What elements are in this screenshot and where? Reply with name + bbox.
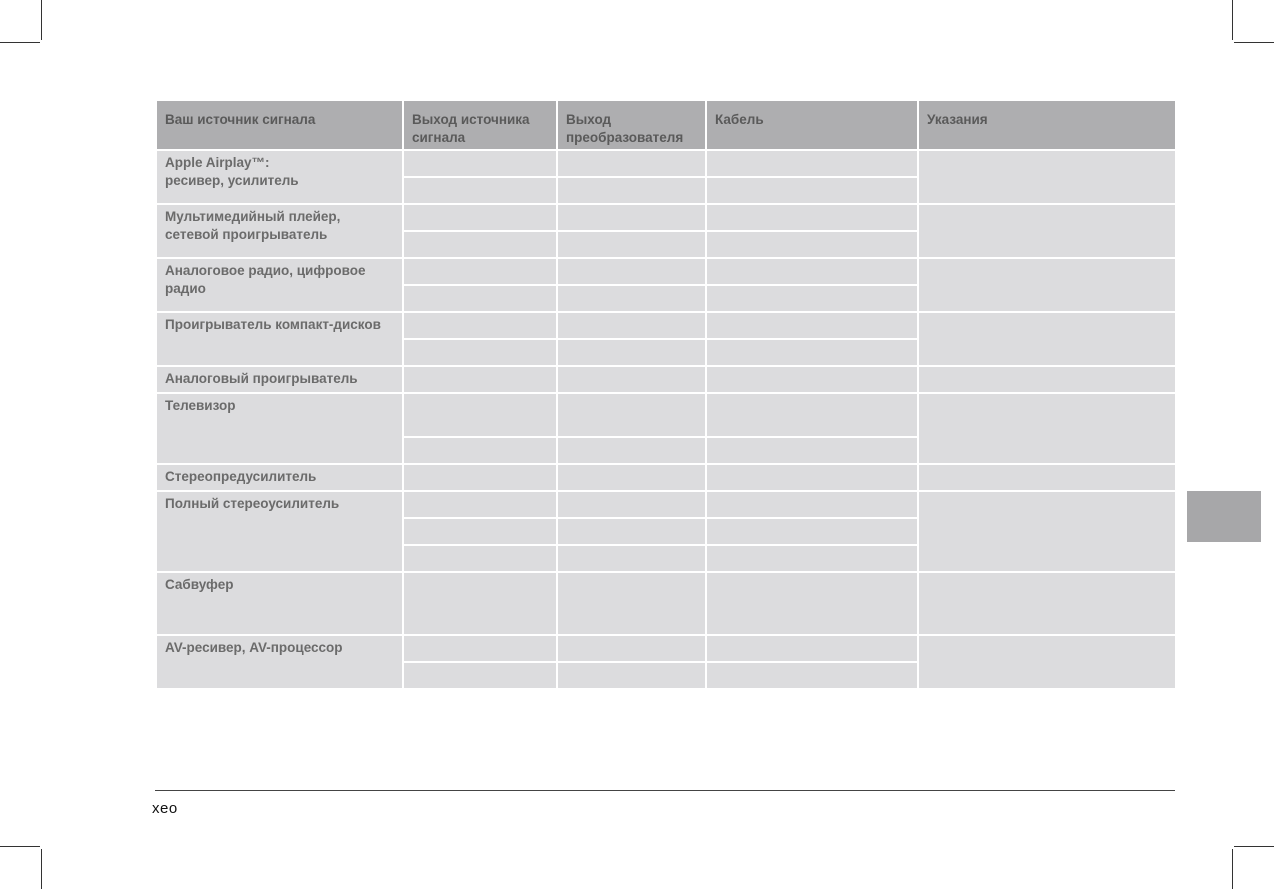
cell (557, 312, 706, 339)
cell (706, 518, 918, 545)
notes-cell (918, 204, 1176, 258)
cell (557, 339, 706, 366)
cell (403, 285, 557, 312)
cell (557, 437, 706, 464)
table-row (156, 393, 1176, 437)
header-notes: Указания (918, 100, 1176, 150)
header-converter-output: Выход преобразователя (557, 100, 706, 150)
cell (403, 518, 557, 545)
cell (403, 339, 557, 366)
footer-divider (155, 790, 1175, 791)
crop-mark (41, 849, 42, 889)
cell (557, 285, 706, 312)
cell (557, 464, 706, 491)
cell (557, 518, 706, 545)
crop-mark (0, 846, 40, 847)
cell (706, 662, 918, 689)
notes-cell (918, 491, 1176, 572)
cell (706, 231, 918, 258)
crop-mark (41, 0, 42, 40)
crop-mark (1234, 42, 1274, 43)
header-cable: Кабель (706, 100, 918, 150)
cell (706, 339, 918, 366)
cell (557, 393, 706, 437)
table-row (156, 464, 1176, 491)
table-row (156, 204, 1176, 231)
notes-cell (918, 150, 1176, 204)
table-row (156, 572, 1176, 635)
source-cell: AV-ресивер, AV-процессор (156, 635, 403, 689)
cell (706, 366, 918, 393)
source-cell: Телевизор (156, 393, 403, 464)
cell (403, 464, 557, 491)
table-header-row (156, 100, 1176, 150)
cell (403, 572, 557, 635)
notes-cell (918, 464, 1176, 491)
crop-mark (1232, 0, 1233, 40)
table-row (156, 312, 1176, 339)
cell (706, 572, 918, 635)
section-tab-marker (1187, 491, 1261, 542)
cell (706, 285, 918, 312)
cell (403, 662, 557, 689)
cell (403, 204, 557, 231)
cell (706, 177, 918, 204)
cell (557, 204, 706, 231)
cell (557, 545, 706, 572)
cell (403, 545, 557, 572)
header-source: Ваш источник сигнала (156, 100, 403, 150)
cell (706, 545, 918, 572)
cell (557, 366, 706, 393)
cell (706, 635, 918, 662)
crop-mark (0, 42, 40, 43)
source-cell: Аналоговое радио, цифровое радио (156, 258, 403, 312)
cell (706, 258, 918, 285)
cell (557, 635, 706, 662)
cell (706, 393, 918, 437)
notes-cell (918, 366, 1176, 393)
table-row (156, 150, 1176, 177)
cell (706, 204, 918, 231)
cell (403, 491, 557, 518)
notes-cell (918, 572, 1176, 635)
cell (403, 150, 557, 177)
cell (557, 177, 706, 204)
source-cell: Полный стереоусилитель (156, 491, 403, 572)
source-cell: Стереопредусилитель (156, 464, 403, 491)
table-row (156, 258, 1176, 285)
cell (706, 150, 918, 177)
cell (706, 491, 918, 518)
cell (557, 572, 706, 635)
cell (557, 258, 706, 285)
notes-cell (918, 258, 1176, 312)
cell (403, 393, 557, 437)
crop-mark (1232, 849, 1233, 889)
cell (403, 231, 557, 258)
cell (706, 312, 918, 339)
notes-cell (918, 312, 1176, 366)
table-row (156, 635, 1176, 662)
source-cell: Проигрыватель компакт-дисков (156, 312, 403, 366)
cell (403, 366, 557, 393)
cell (403, 258, 557, 285)
cell (557, 491, 706, 518)
source-cell: Мультимедийный плейер, сетевой проигрыватель (156, 204, 403, 258)
table-row (156, 366, 1176, 393)
crop-mark (1234, 846, 1274, 847)
cell (403, 635, 557, 662)
cell (706, 464, 918, 491)
cell (403, 312, 557, 339)
cell (706, 437, 918, 464)
source-cell: Сабвуфер (156, 572, 403, 635)
source-cell: Apple Airplay™: ресивер, усилитель (156, 150, 403, 204)
cell (557, 231, 706, 258)
source-cell: Аналоговый проигрыватель (156, 366, 403, 393)
notes-cell (918, 635, 1176, 689)
notes-cell (918, 393, 1176, 464)
cell (557, 150, 706, 177)
brand-logo: xeo (152, 800, 178, 817)
cell (403, 177, 557, 204)
connection-table (155, 99, 1177, 690)
table-row (156, 491, 1176, 518)
cell (403, 437, 557, 464)
header-source-output: Выход источника сигнала (403, 100, 557, 150)
cell (557, 662, 706, 689)
